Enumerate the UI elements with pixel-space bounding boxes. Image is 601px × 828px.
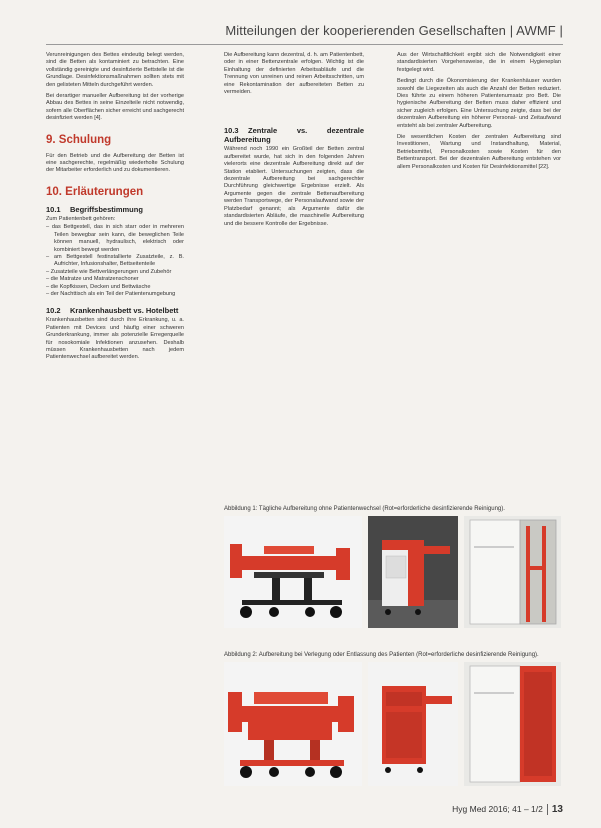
figure-caption: Abbildung 2: Aufbereitung bei Verlegung oder Entlassung des Patienten (Rot=erforderliche desinfizierende Reinigung). xyxy=(224,652,539,658)
subsection-title xyxy=(46,306,184,315)
paragraph: Die wesentlichen Kosten der zentralen Aufbereitung sind Investitionen, Wartung und Instandhaltung, Material, Betriebsmittel, Personalkosten sowie Kosten für den Bettentransport. Bei der dezentralen Aufbereitung entstehen vor allem Personalkosten und Kosten für Desinfektionsmittel [22]. xyxy=(397,134,561,170)
section-title-schulung: 9. Schulung xyxy=(46,133,112,146)
definition-list xyxy=(46,224,184,298)
footer xyxy=(452,804,563,815)
subsection-number: 10.3 xyxy=(224,126,239,136)
paragraph: Für den Betrieb und die Aufbereitung der Betten ist eine sachgerechte, regelmäßig wiederholte Schulung der Mitarbeiter erforderlich und zu dokumentieren. xyxy=(46,152,184,174)
paragraph: Zum Patientenbett gehören: xyxy=(46,215,116,222)
subsection-label: Krankenhausbett vs. Hotelbett xyxy=(70,306,179,316)
paragraph: Verunreinigungen des Bettes eindeutig belegt werden, sind die Betten als kontaminiert zu betrachten. Eine vollständig gereinigte und desinfizierte Bettstelle ist die Grundlage. Desinfektionsmaßnahmen sollten stets mit den gelisteten Mitteln durchgeführt werden. xyxy=(46,52,184,88)
column-left xyxy=(46,52,184,366)
column-middle xyxy=(224,52,364,232)
figure-caption: Abbildung 1: Tägliche Aufbereitung ohne Patientenwechsel (Rot=erforderliche desinfizierende Reinigung). xyxy=(224,506,505,512)
figure-1 xyxy=(224,506,561,628)
hospital-bed-photo xyxy=(224,516,362,628)
bedside-cabinet-photo xyxy=(368,662,458,786)
subsection-label: Zentrale vs. dezentrale Aufbereitung xyxy=(224,126,364,145)
list-item: – Zusatzteile wie Bettverlängerungen und Zubehör xyxy=(46,269,184,276)
header-rule xyxy=(46,44,563,45)
figure-photos xyxy=(224,516,561,628)
subsection-title xyxy=(224,126,364,144)
wardrobe-photo xyxy=(464,516,561,628)
paragraph: Die Aufbereitung kann dezentral, d. h. am Patientenbett, oder in einer Bettenzentrale erfolgen. Wichtig ist die Einhaltung der definierten Arbeitsabläufe und die Trennung von unreinen und reinen Arbeitsschritten, um eine Rekontamination der aufbereiteten Betten zu vermeiden. xyxy=(224,52,364,96)
wardrobe-photo xyxy=(464,662,561,786)
bedside-cabinet-photo xyxy=(368,516,458,628)
subsection-title xyxy=(46,205,184,214)
list-item: – der Nachttisch als ein Teil der Patientenumgebung xyxy=(46,291,184,298)
page-number: 13 xyxy=(547,804,563,815)
hospital-bed-photo xyxy=(224,662,362,786)
figure-photos xyxy=(224,662,561,786)
column-right xyxy=(397,52,561,175)
list-item: – die Matratze und Matratzenschoner xyxy=(46,276,184,283)
paragraph: Krankenhausbetten sind durch ihre Erkrankung, u. a. Patienten mit Devices und häufig einer schweren Grunderkrankung, immer als potenzielle Erregerquelle für nosokomiale Infektionen anzusehen. Deshalb müssen Krankenhausbetten nach jedem Patientenwechsel aufbereitet werden. xyxy=(46,317,184,361)
paragraph: Aus der Wirtschaftlichkeit ergibt sich die Notwendigkeit einer standardisierten Vorgehensweise, die in einem Hygieneplan festgelegt wird. xyxy=(397,52,561,73)
section-title-erlaeuterungen: 10. Erläuterungen xyxy=(46,185,144,198)
subsection-number: 10.2 xyxy=(46,306,61,316)
journal-reference: Hyg Med 2016; 41 – 1/2 xyxy=(452,804,543,814)
list-item: – am Bettgestell festinstallierte Zusatzteile, z. B. Aufrichter, Infusionshalter, Bettseitenteile xyxy=(46,254,184,269)
list-item: – die Kopfkissen, Decken und Bettwäsche xyxy=(46,284,184,291)
subsection-label: Begriffsbestimmung xyxy=(70,204,143,214)
paragraph: Während noch 1990 ein Großteil der Betten zentral aufbereitet wurde, hat sich in den folgenden Jahren vielerorts eine dezentrale Aufbereitung direkt auf der Station etabliert. Untersuchungen zeigten, dass die dezentrale Aufbereitung bei sachgerechter Durchführung gleichwertige Ergebnisse erzielt. Als Argumente gegen die zentrale Bettenaufbereitung werden Transportwege, der Personalaufwand sowie der Platzbedarf genannt; als Argumente dafür die standardisierten Abläufe, die maschinelle Aufbereitung und die bessere Kontrolle der Ergebnisse. xyxy=(224,146,364,227)
running-head: Mitteilungen der kooperierenden Gesellschaften | AWMF | xyxy=(225,23,563,38)
paragraph: Bei derartiger manueller Aufbereitung ist der vorherige Abbau des Bettes in seine Einzelteile nicht notwendig, sofern alle Oberflächen sicher erreicht und sachgerecht desinfiziert werden [4]. xyxy=(46,93,184,122)
list-item: – das Bettgestell, das in sich starr oder in mehreren Teilen bewegbar sein kann, die beweglichen Teile können manuell, hydraulisch, elektrisch oder kombiniert bewegt werden xyxy=(46,224,184,254)
figure-2 xyxy=(224,652,561,786)
paragraph: Bedingt durch die Ökonomisierung der Krankenhäuser wurden sowohl die Liegezeiten als auch die Anzahl der Betten reduziert. Dies führte zu einem höheren Patientenumsatz pro Bett. Die hygienische Aufbereitung der Betten muss daher effizient und sicher zugleich erfolgen. Eine Untersuchung zeigte, dass bei der dezentralen Aufbereitung ein höherer Personal- und Zeitaufwand entsteht als bei zentraler Aufbereitung. xyxy=(397,78,561,129)
subsection-number: 10.1 xyxy=(46,204,61,214)
